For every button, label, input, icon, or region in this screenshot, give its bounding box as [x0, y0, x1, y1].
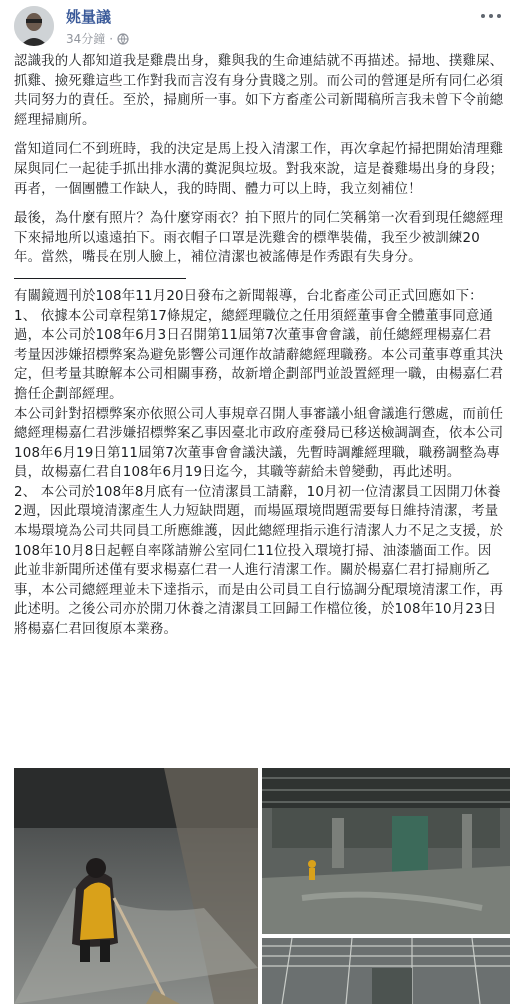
avatar[interactable]	[14, 6, 54, 46]
more-options-icon[interactable]	[481, 8, 503, 24]
quote-paragraph: 有關鏡週刊於108年11月20日發布之新聞報導，台北畜產公司正式回應如下：	[14, 288, 483, 304]
post-paragraph: 當知道同仁不到班時，我的決定是馬上投入清潔工作，再次拿起竹掃把開始清理雞屎與同仁一起徒手抓出排水溝的糞泥與垃圾。對我來說，這是養雞場出身的身段；再者，一個團體工作缺人，我的時間、體力可以上時，我立刻補位！	[14, 142, 504, 197]
post-paragraph: 認識我的人都知道我是雞農出身，雞與我的生命連結就不再描述。掃地、撲雞屎、抓雞、撿死雞這些工作對我而言沒有身分貴賤之別。而公司的營運是所有同仁必須共同努力的責任。至於，掃廁所一事。如下方畜產公司新聞稿所言我未曾下令前總經理掃廁所。	[14, 54, 504, 128]
quote-paragraph: 本公司針對招標弊案亦依照公司人事規章召開人事審議小組會議進行懲處，而前任總經理楊嘉仁君涉嫌招標弊案乙事因臺北市政府產發局已移送檢調調查，依本公司108年6月19日第11屆第7次董事會會議決議，先暫時調離經理職，職務調整為專員，故楊嘉仁君自108年6月19日迄今，其職等薪給未曾變動，再此述明。	[14, 406, 504, 481]
post-header	[0, 0, 513, 56]
photo-ceiling[interactable]	[262, 938, 510, 1004]
post-paragraph: 最後，為什麼有照片？為什麼穿雨衣？拍下照片的同仁笑稱第一次看到現任總經理下來掃地所以遠遠拍下。雨衣帽子口罩是洗雞舍的標準裝備，我至少被訓練20年。當然，嘴長在別人臉上，補位清潔也被謠傳是作秀跟有失身分。	[14, 211, 504, 266]
divider	[14, 278, 186, 279]
globe-icon	[117, 33, 129, 45]
quote-paragraph: 1、 依據本公司章程第17條規定，總經理職位之任用須經董事會全體董事同意通過，本公司於108年6月3日召開第11屆第7次董事會會議，前任總經理楊嘉仁君考量因涉嫌招標弊案為避免影響公司運作故請辭總經理職務。本公司董事尊重其決定，但考量其瞭解本公司相關事務，故新增企劃部門並設置經理一職，由楊嘉仁君擔任企劃部經理。	[14, 308, 504, 402]
author-name[interactable]: 姚量議	[66, 8, 112, 26]
photo-warehouse[interactable]	[262, 768, 510, 934]
dot-separator: ·	[109, 31, 114, 46]
post-meta	[66, 30, 129, 47]
post-timestamp[interactable]: 34分鐘	[66, 32, 106, 46]
quote-paragraph: 2、 本公司於108年8月底有一位清潔員工請辭，10月初一位清潔員工因開刀休養2週，因此環境清潔產生人力短缺問題，而場區環境問題需要每日維持清潔，考量本場環境為公司共同員工所應維護，因此總經理指示進行清潔人力不足之支援，於108年10月8日起輕自率隊請辦公室同仁11位投入環境打掃、油漆牆面工作。因此並非新聞所述僅有要求楊嘉仁君一人進行清潔工作。關於楊嘉仁君打掃廁所乙事，本公司總經理並未下達指示，而是由公司員工自行協調分配環境清潔工作，再此述明。之後公司亦於開刀休養之清潔員工回歸工作檔位後，於108年10月23日將楊嘉仁君回復原本業務。	[14, 484, 504, 638]
post-body	[14, 52, 504, 640]
photo-sweeping[interactable]	[14, 768, 258, 1004]
